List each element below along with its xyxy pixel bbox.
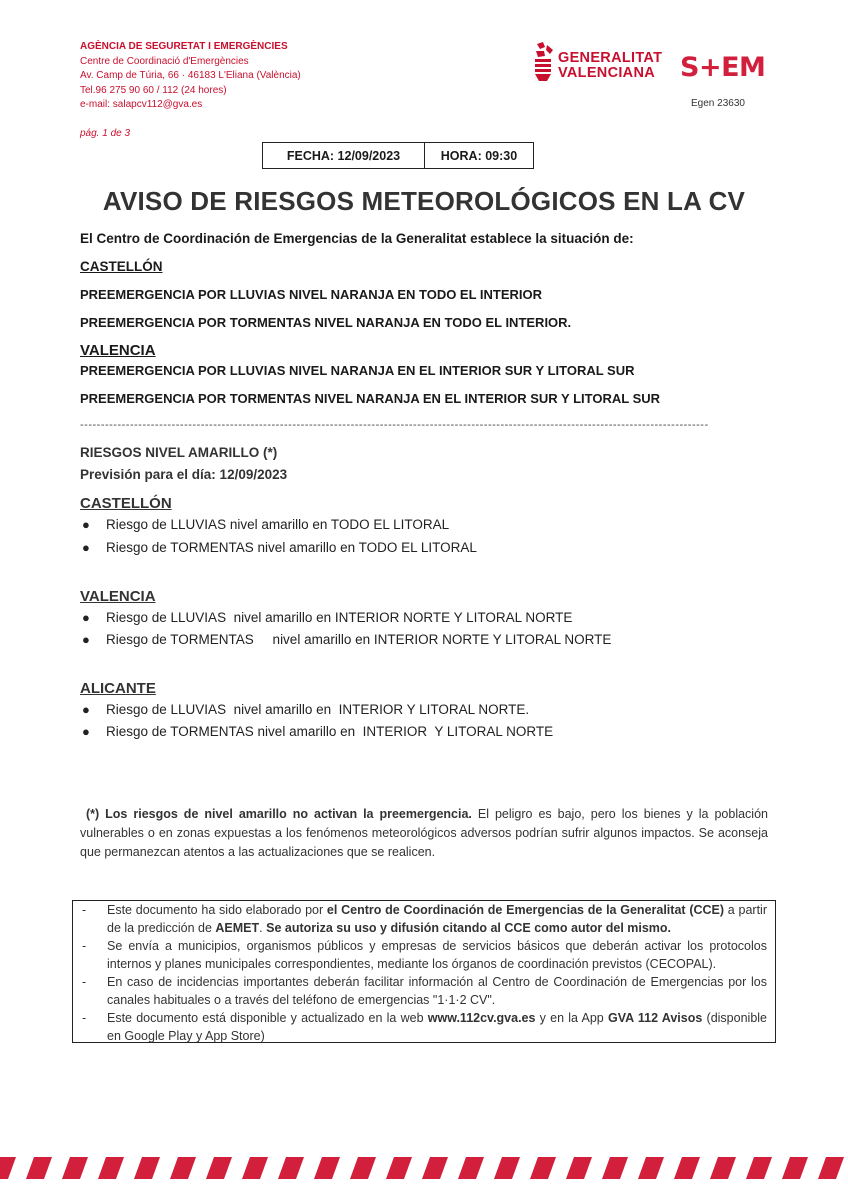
agency-line: Tel.96 275 90 60 / 112 (24 hores) xyxy=(80,84,227,96)
app-name: GVA 112 Avisos xyxy=(607,1011,703,1025)
agency-email: e-mail: salapcv112@gva.es xyxy=(80,99,203,110)
preemergency-province-castellon: CASTELLÓN xyxy=(80,259,163,274)
risk-text: Riesgo de TORMENTAS nivel amarillo en INTERIOR NORTE Y LITORAL NORTE xyxy=(106,632,612,647)
preemergency-line: PREEMERGENCIA POR LLUVIAS NIVEL NARANJA EN EL INTERIOR SUR Y LITORAL SUR xyxy=(80,363,635,378)
disclaimer-text: Este documento está disponible y actualizado en la web xyxy=(107,1011,428,1025)
section-separator: ------------------------------------------------------------------------------------------------------------------------------------------------------- xyxy=(80,419,709,431)
risk-text: Riesgo de LLUVIAS nivel amarillo en INTERIOR Y LITORAL NORTE. xyxy=(106,702,530,717)
page-number: pág. 1 de 3 xyxy=(80,128,131,139)
risk-list-item xyxy=(82,702,529,717)
sem-logo: S+EM xyxy=(680,52,766,83)
yellow-province-alicante: ALICANTE xyxy=(80,680,156,697)
agency-address-block xyxy=(80,40,301,113)
stripe xyxy=(314,1157,340,1179)
stripe xyxy=(170,1157,196,1179)
yellow-level-note xyxy=(80,805,768,862)
stripe xyxy=(458,1157,484,1179)
disclaimer-bold: Se autoriza su uso y difusión citando al CCE como autor del mismo. xyxy=(266,921,672,935)
disclaimer-text: (disponible en Google Play y App Store) xyxy=(107,1011,767,1043)
risk-list-item xyxy=(82,632,611,647)
risk-text: Riesgo de TORMENTAS nivel amarillo en TODO EL LITORAL xyxy=(106,540,477,555)
bullet-icon: ● xyxy=(82,702,90,717)
fecha-cell: FECHA: 12/09/2023 xyxy=(286,148,401,163)
page-title: AVISO DE RIESGOS METEOROLÓGICOS EN LA CV xyxy=(102,186,746,216)
disclaimer-bold: el Centro de Coordinación de Emergencias de la Generalitat (CCE) xyxy=(326,903,725,917)
agency-line: Av. Camp de Túria, 66 · 46183 L'Eliana (València) xyxy=(80,70,301,81)
stripe xyxy=(638,1157,664,1179)
disclaimer-text: . xyxy=(259,921,267,935)
stripe xyxy=(674,1157,700,1179)
date-time-box xyxy=(262,142,534,169)
disclaimer-bold: AEMET xyxy=(215,921,260,935)
risk-text: Riesgo de TORMENTAS nivel amarillo en INTERIOR Y LITORAL NORTE xyxy=(106,724,554,739)
note-bold: (*) Los riesgos de nivel amarillo no activan la preemergencia. xyxy=(85,807,472,821)
generalitat-logo xyxy=(533,42,663,87)
stripe xyxy=(206,1157,232,1179)
note-text: El peligro es bajo, pero los bienes y la población vulnerables o en zonas expuestas a los fenómenos meteorológicos adversos podrían sufrir algunos impactos. Se aconseja que permanezcan atentos a las actualizaciones que se realicen. xyxy=(80,807,768,859)
risk-list-item xyxy=(82,610,572,625)
stripe xyxy=(530,1157,556,1179)
stripe xyxy=(602,1157,628,1179)
egen-code: Egen 23630 xyxy=(691,98,745,109)
risk-text: Riesgo de LLUVIAS nivel amarillo en TODO EL LITORAL xyxy=(106,517,450,532)
logo-line-1: GENERALITAT xyxy=(558,50,663,66)
yellow-province-valencia: VALENCIA xyxy=(80,588,156,605)
stripe xyxy=(386,1157,412,1179)
agency-line: Centre de Coordinació d'Emergències xyxy=(80,55,249,67)
disclaimer-text: y en la App xyxy=(535,1011,608,1025)
bullet-icon: ● xyxy=(82,610,90,625)
risk-text: Riesgo de LLUVIAS nivel amarillo en INTERIOR NORTE Y LITORAL NORTE xyxy=(106,610,573,625)
footer-stripes xyxy=(0,1157,848,1179)
stripe xyxy=(782,1157,808,1179)
preemergency-line: PREEMERGENCIA POR TORMENTAS NIVEL NARANJA EN TODO EL INTERIOR. xyxy=(80,315,572,330)
stripe xyxy=(0,1157,16,1179)
disclaimer-item: - Este documento está disponible y actualizado en la web www.112cv.gva.es y en la App GVA 112 Avisos (disponible en Google Play y App Store) xyxy=(82,1011,767,1043)
website-link[interactable]: www.112cv.gva.es xyxy=(427,1011,536,1025)
disclaimer-item: - Este documento ha sido elaborado por el Centro de Coordinación de Emergencias de la Generalitat (CCE) a partir de la predicción de AEMET. Se autoriza su uso y difusión citando al CCE como autor del mismo. xyxy=(82,903,767,935)
hora-cell: HORA: 09:30 xyxy=(424,143,533,168)
bullet-icon: ● xyxy=(82,632,90,647)
risk-list-item xyxy=(82,540,477,555)
stripe xyxy=(350,1157,376,1179)
preemergency-line: PREEMERGENCIA POR TORMENTAS NIVEL NARANJA EN EL INTERIOR SUR Y LITORAL SUR xyxy=(80,391,661,406)
stripe xyxy=(746,1157,772,1179)
stripe xyxy=(422,1157,448,1179)
disclaimer-item: - En caso de incidencias importantes deberán facilitar información al Centro de Coordinación de Emergencias por los canales habituales o a través del teléfono de emergencias "1·1·2 CV". xyxy=(82,975,767,1007)
bullet-icon: ● xyxy=(82,517,90,532)
stripe xyxy=(278,1157,304,1179)
stripe xyxy=(566,1157,592,1179)
stripe xyxy=(818,1157,844,1179)
stripe xyxy=(242,1157,268,1179)
disclaimer-text: Este documento ha sido elaborado por xyxy=(107,903,327,917)
stripe xyxy=(710,1157,736,1179)
yellow-risk-heading: RIESGOS NIVEL AMARILLO (*) xyxy=(80,445,278,460)
disclaimer-text: Se envía a municipios, organismos públicos y empresas de servicios básicos que deberán activar los protocolos internos y planes municipales correspondientes, mediante los órganos de coordinación previstos (CECOPAL). xyxy=(107,939,767,971)
generalitat-logo-text xyxy=(558,51,662,81)
generalitat-shield-icon xyxy=(533,42,555,82)
disclaimer-item: - Se envía a municipios, organismos públicos y empresas de servicios básicos que deberán activar los protocolos internos y planes municipales correspondientes, mediante los órganos de coordinación previstos (CECOPAL). xyxy=(82,939,767,971)
stripe xyxy=(26,1157,52,1179)
disclaimer-text: En caso de incidencias importantes deberán facilitar información al Centro de Coordinación de Emergencias por los canales habituales o a través del teléfono de emergencias "1·1·2 CV". xyxy=(107,975,767,1007)
preemergency-line: PREEMERGENCIA POR LLUVIAS NIVEL NARANJA EN TODO EL INTERIOR xyxy=(80,287,543,302)
disclaimer-text: a partir de la predicción de xyxy=(107,903,767,935)
forecast-date: Previsión para el día: 12/09/2023 xyxy=(80,467,288,482)
disclaimer-box xyxy=(72,900,776,1043)
stripe xyxy=(62,1157,88,1179)
risk-list-item xyxy=(82,517,449,532)
intro-text: El Centro de Coordinación de Emergencias de la Generalitat establece la situación de: xyxy=(80,231,634,246)
bullet-icon: ● xyxy=(82,540,90,555)
yellow-province-castellon: CASTELLÓN xyxy=(80,495,172,512)
agency-name: AGÈNCIA DE SEGURETAT I EMERGÈNCIES xyxy=(80,41,288,52)
logo-line-2: VALENCIANA xyxy=(558,65,655,81)
stripe xyxy=(98,1157,124,1179)
preemergency-province-valencia: VALENCIA xyxy=(80,342,156,359)
stripe xyxy=(494,1157,520,1179)
bullet-icon: ● xyxy=(82,724,90,739)
stripe xyxy=(134,1157,160,1179)
risk-list-item xyxy=(82,724,553,739)
